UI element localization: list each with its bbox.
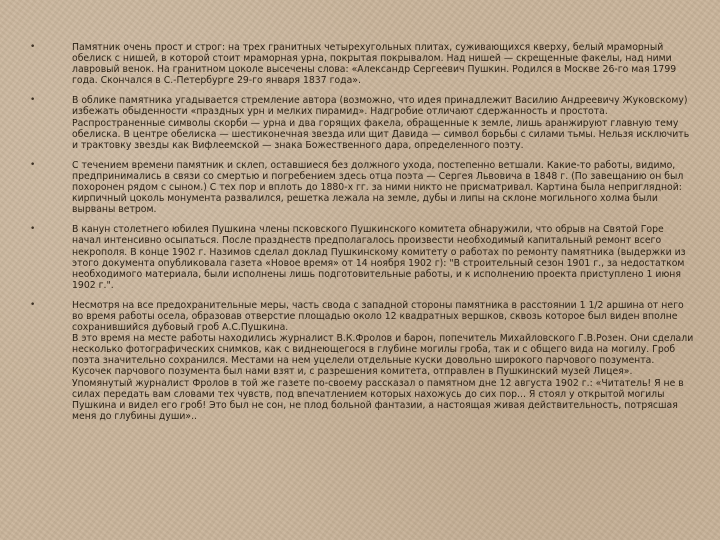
bullet-marker: • <box>30 159 36 170</box>
paragraph-text: Несмотря на все предохранительные меры, часть свода с западной стороны памятника в расстоянии 1 1/2 аршина от него во время работы осела, образовав отверстие площадью около 12 квадратных вершков, сквозь которое был виден вполне сохранившийся дубовый гроб А.С.Пушкина. В это время на месте работы находились журналист В.К.Фролов и барон, попечитель Михайловского Г.В.Розен. Они сделали несколько фотографических снимков, как с виднеющегося в глубине могилы гроба, так и с общего вида на могилу. Гроб поэта значительно сохранился. Местами на нем уцелели отдельные куски довольно широкого парчового позумента. Кусочек парчового позумента был нами взят и, с разрешения комитета, отправлен в Пушкинский музей Лицея». Упомянутый журналист Фролов в той же газете по-своему рассказал о памятном дне 12 августа 1902 г.: «Читатель! Я не в силах передать вам словами тех чувств, под впечатлением которых нахожусь до сих пор... Я стоял у открытой могилы Пушкина и видел его гроб! Это был не сон, не плод больной фантазии, а настоящая живая действительность, потрясшая меня до глубины души».. <box>72 299 694 422</box>
bullet-marker: • <box>30 42 36 52</box>
list-item <box>30 42 694 86</box>
paragraph-text: В канун столетнего юбилея Пушкина члены псковского Пушкинского комитета обнаружили, что обрыв на Святой Горе начал интенсивно осыпаться. После празднеств предполагалось произвести необходимый капитальный ремонт всего некрополя. В конце 1902 г. Назимов сделал доклад Пушкинскому комитету о работах по ремонту памятника (выдержки из этого документа опубликовала газета «Новое время» от 14 ноября 1902 г): "В строительный сезон 1901 г., за недостатком необходимого материала, были исполнены лишь подготовительные работы, и к исполнению проекта приступлено 1 июня 1902 г.". <box>72 224 686 291</box>
bullet-marker: • <box>30 95 36 106</box>
list-item <box>30 95 694 150</box>
bullet-marker: • <box>30 224 36 235</box>
list-item <box>30 300 694 422</box>
bullet-marker: • <box>30 299 36 310</box>
paragraph-text: В облике памятника угадывается стремление автора (возможно, что идея принадлежит Василию Андреевичу Жуковскому) избежать обыденности «праздных урн и мелких пирамид». Надгробие отличают сдержанность и простота. Распространенные символы скорби — урна и два горящих факела, обращенные к земле, лишь аранжируют главную тему обелиска. В центре обелиска — шестиконечная звезда или щит Давида — символ борьбы с силами тьмы. Нельзя исключить и трактовку звезды как Вифлеемской — знака Божественного дара, определенного поэту. <box>72 95 690 151</box>
list-item <box>30 224 694 291</box>
paragraph-text: Памятник очень прост и строг: на трех гранитных четырехугольных плитах, суживающихся кверху, белый мраморный обелиск с нишей, в которой стоит мраморная урна, покрытая покрывалом. Над нишей — скрещенные факелы, над ними лавровый венок. На гранитном цоколе высечены слова: «Александр Сергеевич Пушкин. Родился в Москве 26-го мая 1799 года. Скончался в С.-Петербурге 29-го января 1837 года». <box>72 42 677 87</box>
paragraph-text: С течением времени памятник и склеп, оставшиеся без должного ухода, постепенно ветшали. Какие-то работы, видимо, предпринимались в связи со смертью и погребением здесь отца поэта — Сергея Львовича в 1848 г. (По завещанию он был похоронен рядом с сыном.) С тех пор и вплоть до 1880-х гг. за ними никто не присматривал. Картина была неприглядной: кирпичный цоколь монумента развалился, решетка лежала на земле, дубы и липы на склоне могильного холма были вырваны ветром. <box>72 159 684 216</box>
text-bullet-list <box>30 42 694 431</box>
list-item <box>30 160 694 215</box>
